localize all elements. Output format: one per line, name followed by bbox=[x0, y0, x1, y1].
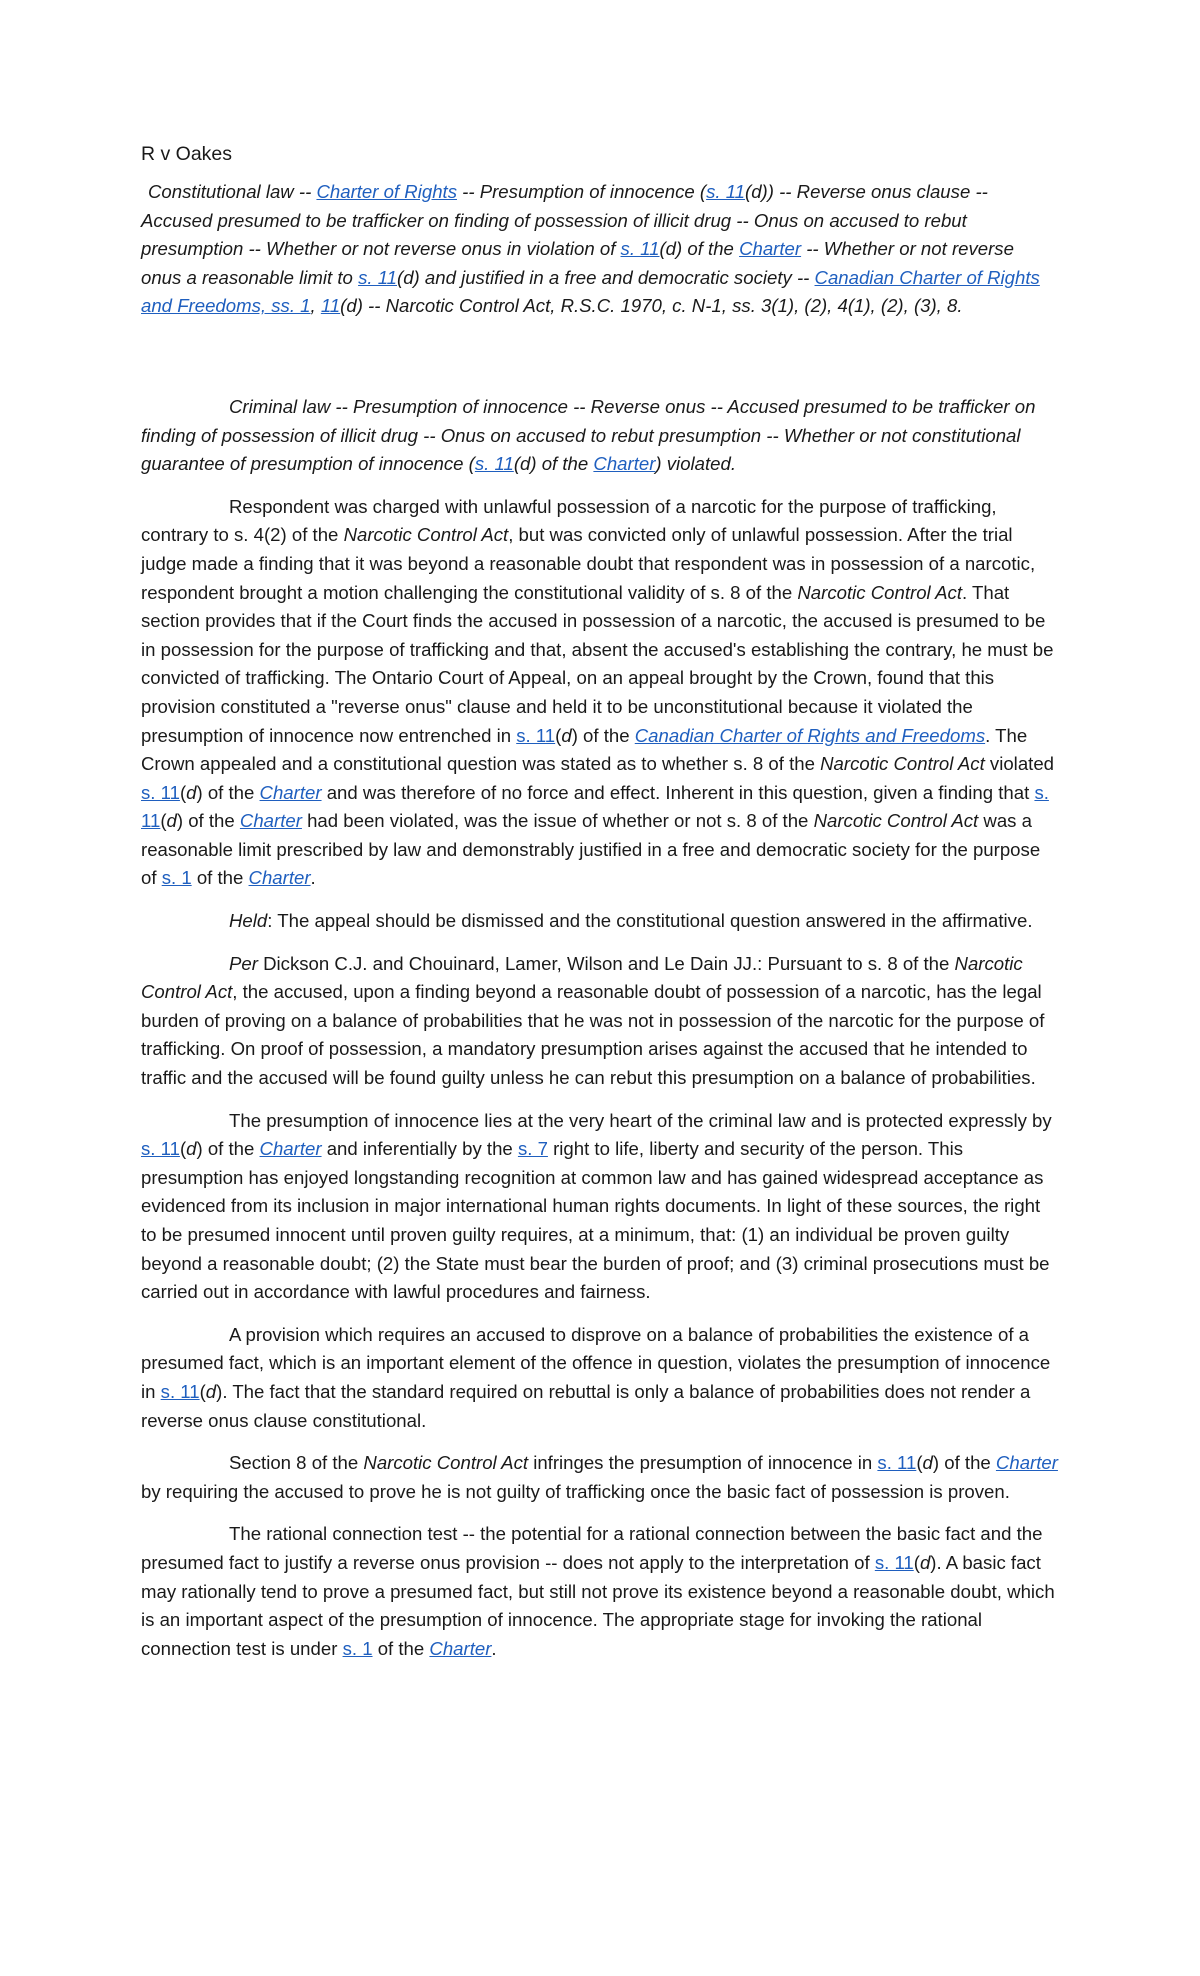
paragraph-presumption-innocence: The presumption of innocence lies at the very heart of the criminal law and is protected expressly by s. 11(d) of the Charter and inferentially by the s. 7 right to life, liberty and security of the person. This presumption has enjoyed longstanding recognition at common law and has gained widespread acceptance as evidenced from its inclusion in major international human rights documents. In light of these sources, the right to be presumed innocent until proven guilty requires, at a minimum, that: (1) an individual be proven guilty beyond a reasonable doubt; (2) the State must bear the burden of proof; and (3) criminal prosecutions must be carried out in accordance with lawful procedures and fairness. bbox=[141, 1109, 1052, 1303]
link-charter[interactable]: Charter bbox=[259, 781, 322, 803]
link-s11[interactable]: s. 11 bbox=[474, 453, 514, 475]
link-charter[interactable]: Charter bbox=[593, 453, 656, 475]
link-s11[interactable]: s. 11 bbox=[877, 1452, 917, 1474]
link-charter[interactable]: Charter bbox=[429, 1637, 492, 1659]
paragraph-rational-connection: The rational connection test -- the potential for a rational connection between the basic fact and the presumed fact to justify a reverse onus provision -- does not apply to the interpretation of s. 11(d). A basic fact may rationally tend to prove a presumed fact, but still not prove its existence beyond a reasonable doubt, which is an important aspect of the presumption of innocence. The appropriate stage for invoking the rational connection test is under s. 1 of the Charter. bbox=[141, 1523, 1055, 1659]
link-charter-of-rights[interactable]: Charter of Rights bbox=[316, 181, 457, 202]
paragraph-per-dickson: Per Dickson C.J. and Chouinard, Lamer, Wilson and Le Dain JJ.: Pursuant to s. 8 of the Narcotic Control Act, the accused, upon a finding beyond a reasonable doubt of possession of a narcotic, has the legal burden of proving on a balance of probabilities that he was not in possession of the narcotic for the purpose of trafficking. On proof of possession, a mandatory presumption arises against the accused that he intended to traffic and the accused will be found guilty unless he can rebut this presumption on a balance of probabilities. bbox=[141, 952, 1045, 1089]
paragraph-section-8: Section 8 of the Narcotic Control Act infringes the presumption of innocence in s. 11(d) of the Charter by requiring the accused to prove he is not guilty of trafficking once the basic fact of possession is proven. bbox=[141, 1452, 1058, 1502]
paragraph-facts: Respondent was charged with unlawful possession of a narcotic for the purpose of trafficking, contrary to s. 4(2) of the Narcotic Control Act, but was convicted only of unlawful possession. After the trial judge made a finding that it was beyond a reasonable doubt that respondent was in possession of a narcotic, respondent brought a motion challenging the constitutional validity of s. 8 of the Narcotic Control Act. That section provides that if the Court finds the accused in possession of a narcotic, the accused is presumed to be in possession for the purpose of trafficking and that, absent the accused's establishing the contrary, he must be convicted of trafficking. The Ontario Court of Appeal, on an appeal brought by the Crown, found that this provision constituted a "reverse onus" clause and held it to be unconstitutional because it violated the presumption of innocence now entrenched in s. 11(d) of the Canadian Charter of Rights and Freedoms. The Crown appealed and a constitutional question was stated as to whether s. 8 of the Narcotic Control Act violated s. 11(d) of the Charter and was therefore of no force and effect. Inherent in this question, given a finding that s. 11(d) of the Charter had been violated, was the issue of whether or not s. 8 of the Narcotic Control Act was a reasonable limit prescribed by law and demonstrably justified in a free and democratic society for the purpose of s. 1 of the Charter. bbox=[141, 495, 1055, 889]
link-canadian-charter[interactable]: Canadian Charter of Rights and Freedoms bbox=[634, 724, 986, 746]
link-s11[interactable]: s. 11 bbox=[141, 781, 1049, 832]
link-s11[interactable]: s. 11 bbox=[516, 724, 556, 746]
link-s11[interactable]: s. 11 bbox=[874, 1551, 914, 1573]
link-s1[interactable]: s. 1 bbox=[342, 1637, 373, 1659]
link-charter[interactable]: Charter bbox=[248, 867, 311, 889]
link-s11[interactable]: s. 11 bbox=[160, 1380, 200, 1402]
link-charter[interactable]: Charter bbox=[259, 1138, 322, 1160]
link-s11-number[interactable]: 11 bbox=[320, 295, 341, 317]
link-charter[interactable]: Charter bbox=[739, 238, 802, 260]
link-canadian-charter-ss1[interactable]: Canadian Charter of Rights and Freedoms, ss. 1 bbox=[141, 266, 1040, 317]
paragraph-held: Held: The appeal should be dismissed and the constitutional question answered in the affirmative. bbox=[229, 910, 1033, 932]
link-s7[interactable]: s. 7 bbox=[517, 1138, 548, 1160]
link-s1[interactable]: s. 1 bbox=[161, 867, 192, 889]
paragraph-reverse-onus: A provision which requires an accused to disprove on a balance of probabilities the existence of a presumed fact, which is an important element of the offence in question, violates the presumption of innocence in s. 11(d). The fact that the standard required on rebuttal is only a balance of probabilities does not render a reverse onus clause constitutional. bbox=[141, 1323, 1051, 1431]
link-s11[interactable]: s. 11 bbox=[706, 181, 746, 202]
document-page bbox=[141, 140, 1059, 1677]
link-s11[interactable]: s. 11 bbox=[141, 1138, 180, 1160]
document-title: R v Oakes bbox=[141, 143, 233, 165]
headnote-constitutional: Constitutional law -- Charter of Rights -- Presumption of innocence (s. 11(d)) -- Reverse onus clause -- Accused presumed to be trafficker on finding of possession of illicit drug -- Onus on accused to rebut presumption -- Whether or not reverse onus in violation of s. 11(d) of the Charter -- Whether or not reverse onus a reasonable limit to s. 11(d) and justified in a free and democratic society -- Canadian Charter of Rights and Freedoms, ss. 1, 11(d) -- Narcotic Control Act, R.S.C. 1970, c. N-1, ss. 3(1), (2), 4(1), (2), (3), 8. bbox=[141, 181, 1040, 317]
link-charter[interactable]: Charter bbox=[239, 810, 302, 832]
link-s11[interactable]: s. 11 bbox=[620, 238, 660, 260]
link-charter[interactable]: Charter bbox=[995, 1452, 1058, 1474]
link-s11[interactable]: s. 11 bbox=[141, 781, 180, 803]
link-s11[interactable]: s. 11 bbox=[358, 266, 397, 288]
headnote-criminal: Criminal law -- Presumption of innocence -- Reverse onus -- Accused presumed to be trafficker on finding of possession of illicit drug -- Onus on accused to rebut presumption -- Whether or not constitutional guarantee of presumption of innocence (s. 11(d) of the Charter) violated. bbox=[141, 395, 1036, 475]
